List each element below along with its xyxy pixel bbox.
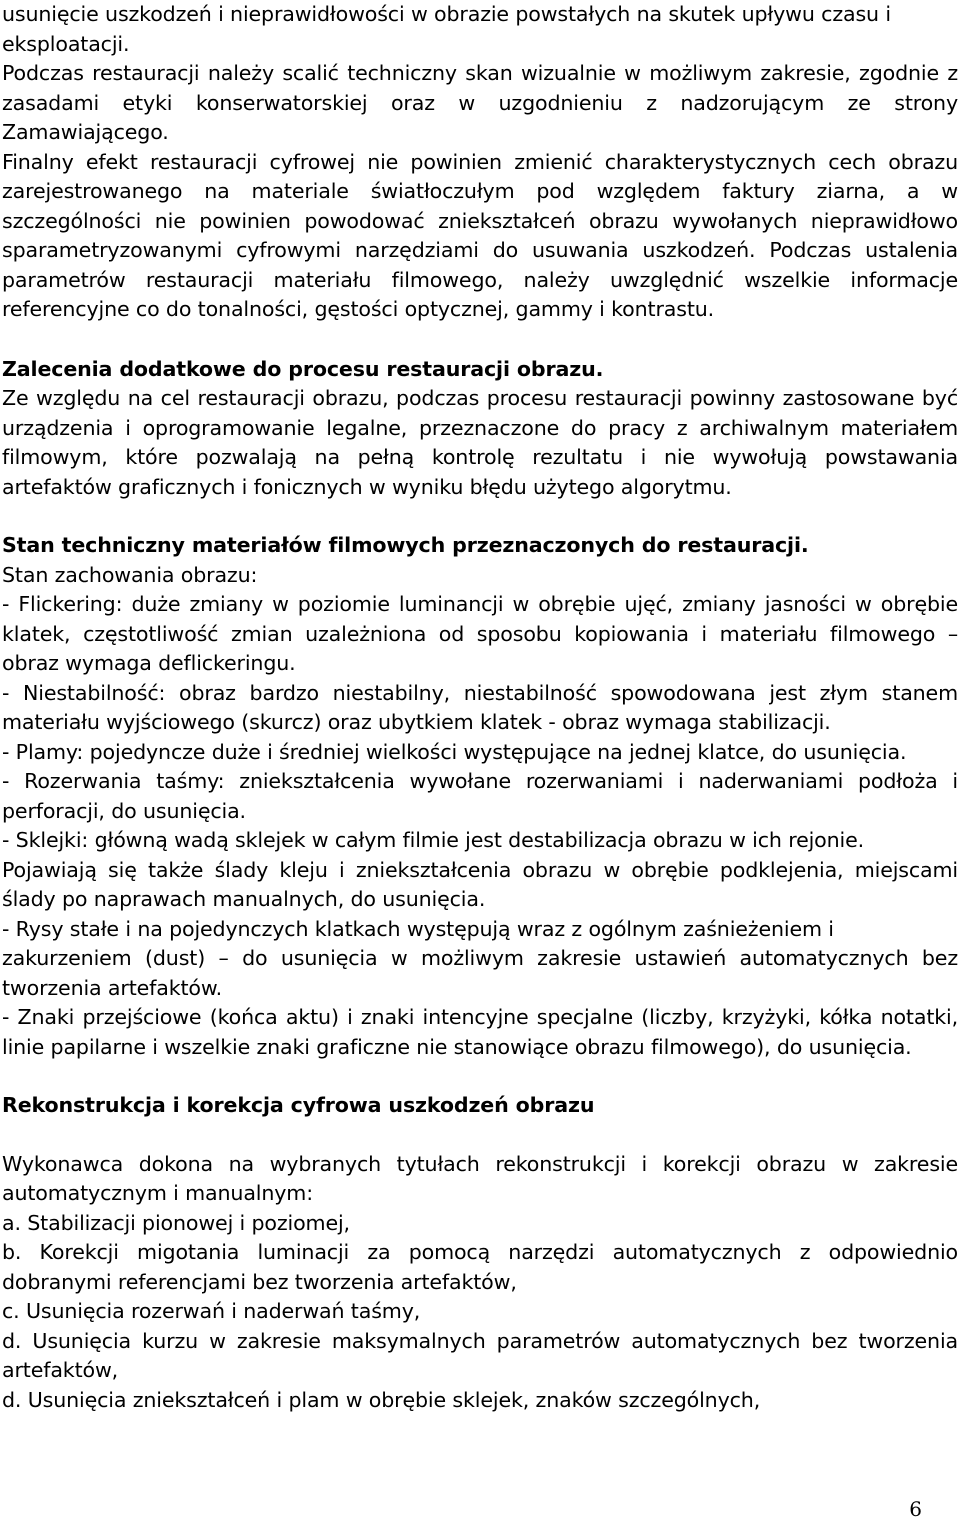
heading-reconstruction: Rekonstrukcja i korekcja cyfrowa uszkodzeń obrazu (2, 1093, 595, 1117)
condition-item-splices-continued: Pojawiają się także ślady kleju i zniekształcenia obrazu w obrębie podklejenia, miejscami ślady po naprawach manualnych, do usunięcia. (2, 857, 958, 911)
condition-item-marks: - Znaki przejściowe (końca aktu) i znaki intencyjne specjalne (liczby, krzyżyki, kółka notatki, linie papilarne i wszelkie znaki graficzne nie stanowiące obrazu filmowego), do usunięcia. (2, 1005, 958, 1059)
condition-item-splices: - Sklejki: główną wadą sklejek w całym filmie jest destabilizacja obrazu w ich rejonie. (2, 828, 865, 852)
spacer (2, 502, 958, 531)
condition-item-scratches-continued: zakurzeniem (dust) – do usunięcia w możliwym zakresie ustawień automatycznych bez tworzenia artefaktów. (2, 946, 958, 1000)
page-number: 6 (909, 1497, 922, 1521)
reconstruction-item-c: c. Usunięcia rozerwań i naderwań taśmy, (2, 1299, 421, 1323)
spacer (2, 325, 958, 355)
heading-recommendations: Zalecenia dodatkowe do procesu restauracji obrazu. (2, 356, 604, 381)
reconstruction-item-d2: d. Usunięcia zniekształceń i plam w obrębie sklejek, znaków szczególnych, (2, 1387, 761, 1412)
paragraph-reconstruction-intro: Wykonawca dokona na wybranych tytułach rekonstrukcji i korekcji obrazu w zakresie automatycznym i manualnym: (2, 1151, 958, 1205)
condition-item-flickering: - Flickering: duże zmiany w poziomie luminancji w obrębie ujęć, zmiany jasności w obrębie klatek, częstotliwość zmian uzależniona od sposobu kopiowania i materiału filmowego – obraz wymaga deflickeringu. (2, 592, 958, 675)
spacer (2, 1062, 958, 1091)
paragraph-recommendations: Ze względu na cel restauracji obrazu, podczas procesu restauracji powinny zastosowane być urządzenia i oprogramowanie legalne, przeznaczone do pracy z archiwalnym materiałem filmowym, które pozwalają na pełną kontrolę rezultatu i nie wywołują powstawania artefaktów graficznych i fonicznych w wyniku błędu użytego algorytmu. (2, 386, 958, 499)
reconstruction-item-d1: d. Usunięcia kurzu w zakresie maksymalnych parametrów automatycznych bez tworzenia artefaktów, (2, 1328, 958, 1382)
reconstruction-item-a: a. Stabilizacji pionowej i poziomej, (2, 1210, 350, 1235)
paragraph-intro-2: Podczas restauracji należy scalić techniczny skan wizualnie w możliwym zakresie, zgodnie z zasadami etyki konserwatorskiej oraz w uzgodnieniu z nadzorującym ze strony Zamawiającego. (2, 61, 958, 144)
spacer (2, 1121, 958, 1150)
document-page (2, 0, 958, 1415)
paragraph-intro-3: Finalny efekt restauracji cyfrowej nie powinien zmienić charakterystycznych cech obrazu zarejestrowanego na materiale światłoczułym pod względem faktury ziarna, a w szczególności nie powinien powodować zniekształceń obrazu wywołanych nieprawidłowo sparametryzowanymi cyfrowymi narzędziami do usuwania uszkodzeń. Podczas ustalenia parametrów restauracji materiału filmowego, należy uwzględnić wszelkie informacje referencyjne co do tonalności, gęstości optycznej, gammy i kontrastu. (2, 149, 958, 321)
condition-item-tears: - Rozerwania taśmy: zniekształcenia wywołane rozerwaniami i naderwaniami podłoża i perforacji, do usunięcia. (2, 769, 958, 823)
paragraph-intro-1: usunięcie uszkodzeń i nieprawidłowości w obrazie powstałych na skutek upływu czasu i eksploatacji. (2, 2, 891, 56)
condition-item-scratches: - Rysy stałe i na pojedynczych klatkach występują wraz z ogólnym zaśnieżeniem i (2, 916, 834, 941)
condition-item-stains: - Plamy: pojedyncze duże i średniej wielkości występujące na jednej klatce, do usunięcia. (2, 739, 907, 764)
condition-item-instability: - Niestabilność: obraz bardzo niestabilny, niestabilność spowodowana jest złym stanem materiału wyjściowego (skurcz) oraz ubytkiem klatek - obraz wymaga stabilizacji. (2, 680, 958, 734)
reconstruction-item-b: b. Korekcji migotania luminacji za pomocą narzędzi automatycznych z odpowiednio dobranymi referencjami bez tworzenia artefaktów, (2, 1240, 958, 1294)
subheading-image-condition: Stan zachowania obrazu: (2, 562, 258, 587)
heading-technical-condition: Stan techniczny materiałów filmowych przeznaczonych do restauracji. (2, 533, 809, 557)
